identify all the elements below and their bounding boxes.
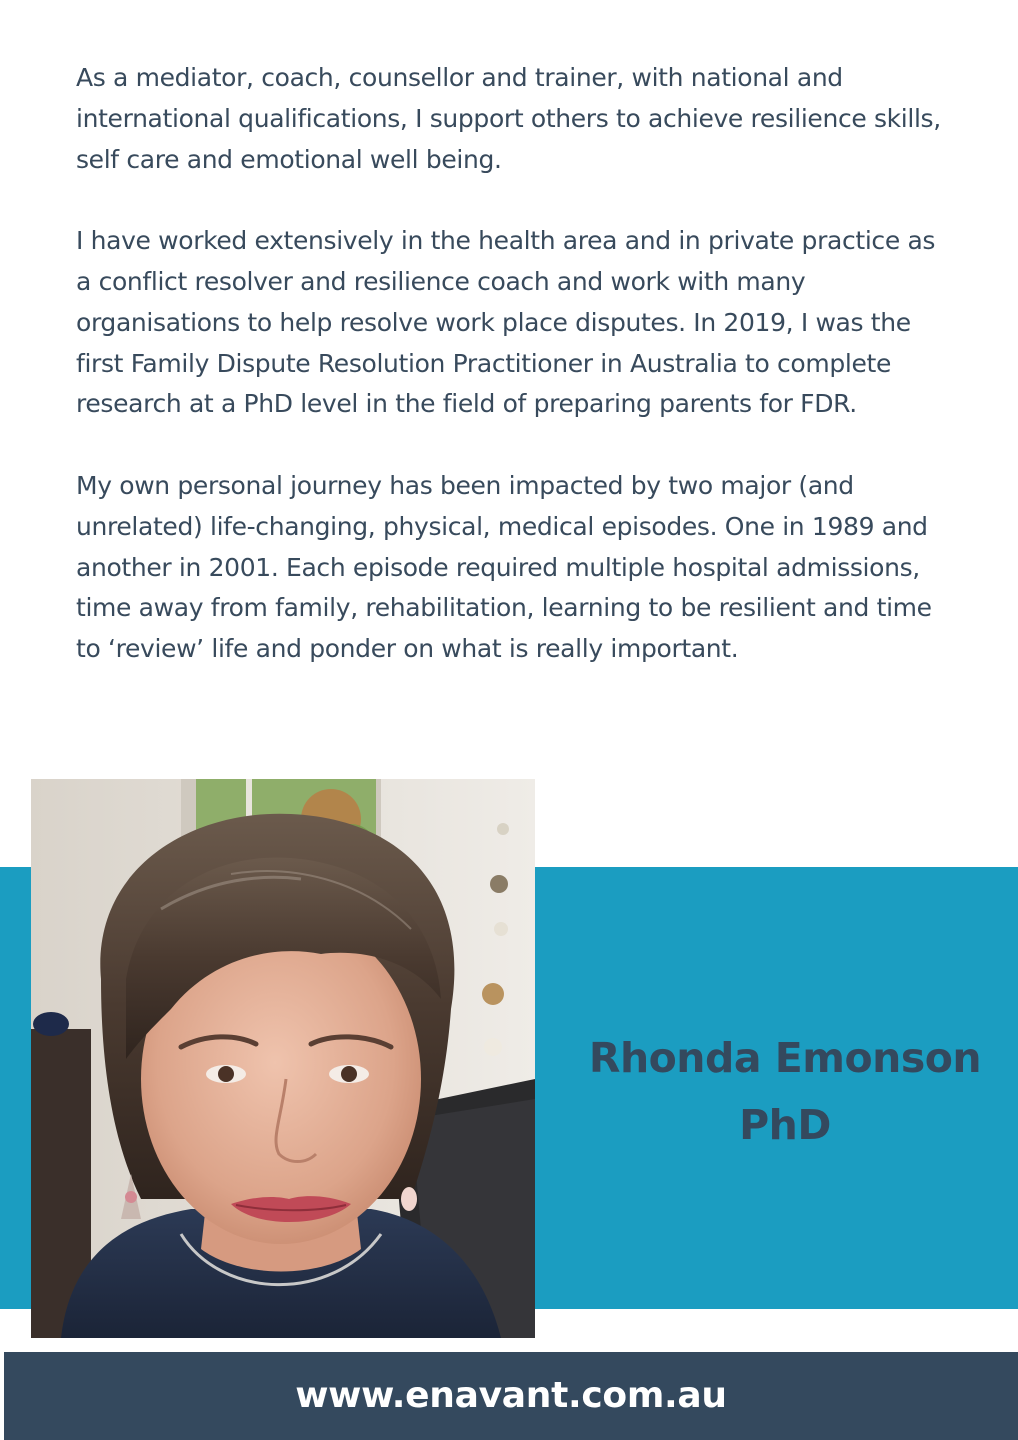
website-link[interactable]: www.enavant.com.au: [295, 1375, 727, 1416]
profile-credential: PhD: [739, 1101, 831, 1149]
portrait-photo: [31, 779, 535, 1338]
bio-paragraph: As a mediator, coach, counsellor and trainer, with national and international qualifications, I support others to achieve resilience skills, self care and emotional well being.: [76, 63, 941, 174]
profile-name: Rhonda Emonson: [588, 1034, 982, 1082]
bio-paragraph: My own personal journey has been impacted by two major (and unrelated) life-changing, physical, medical episodes. One in 1989 and another in 2001. Each episode required multiple hospital admissions, time away from family, rehabilitation, learning to be resilient and time to ‘review’ life and ponder on what is really important.: [76, 470, 932, 664]
bio-paragraph: I have worked extensively in the health area and in private practice as a conflict resolver and resilience coach and work with many organisations to help resolve work place disputes. In 2019, I was the first Family Dispute Resolution Practitioner in Australia to complete research at a PhD level in the field of preparing parents for FDR.: [76, 226, 936, 419]
portrait-illustration: [31, 779, 535, 1338]
bio-text: [76, 58, 956, 711]
footer-bar: [4, 1352, 1018, 1440]
profile-name-block: [555, 1025, 1015, 1159]
